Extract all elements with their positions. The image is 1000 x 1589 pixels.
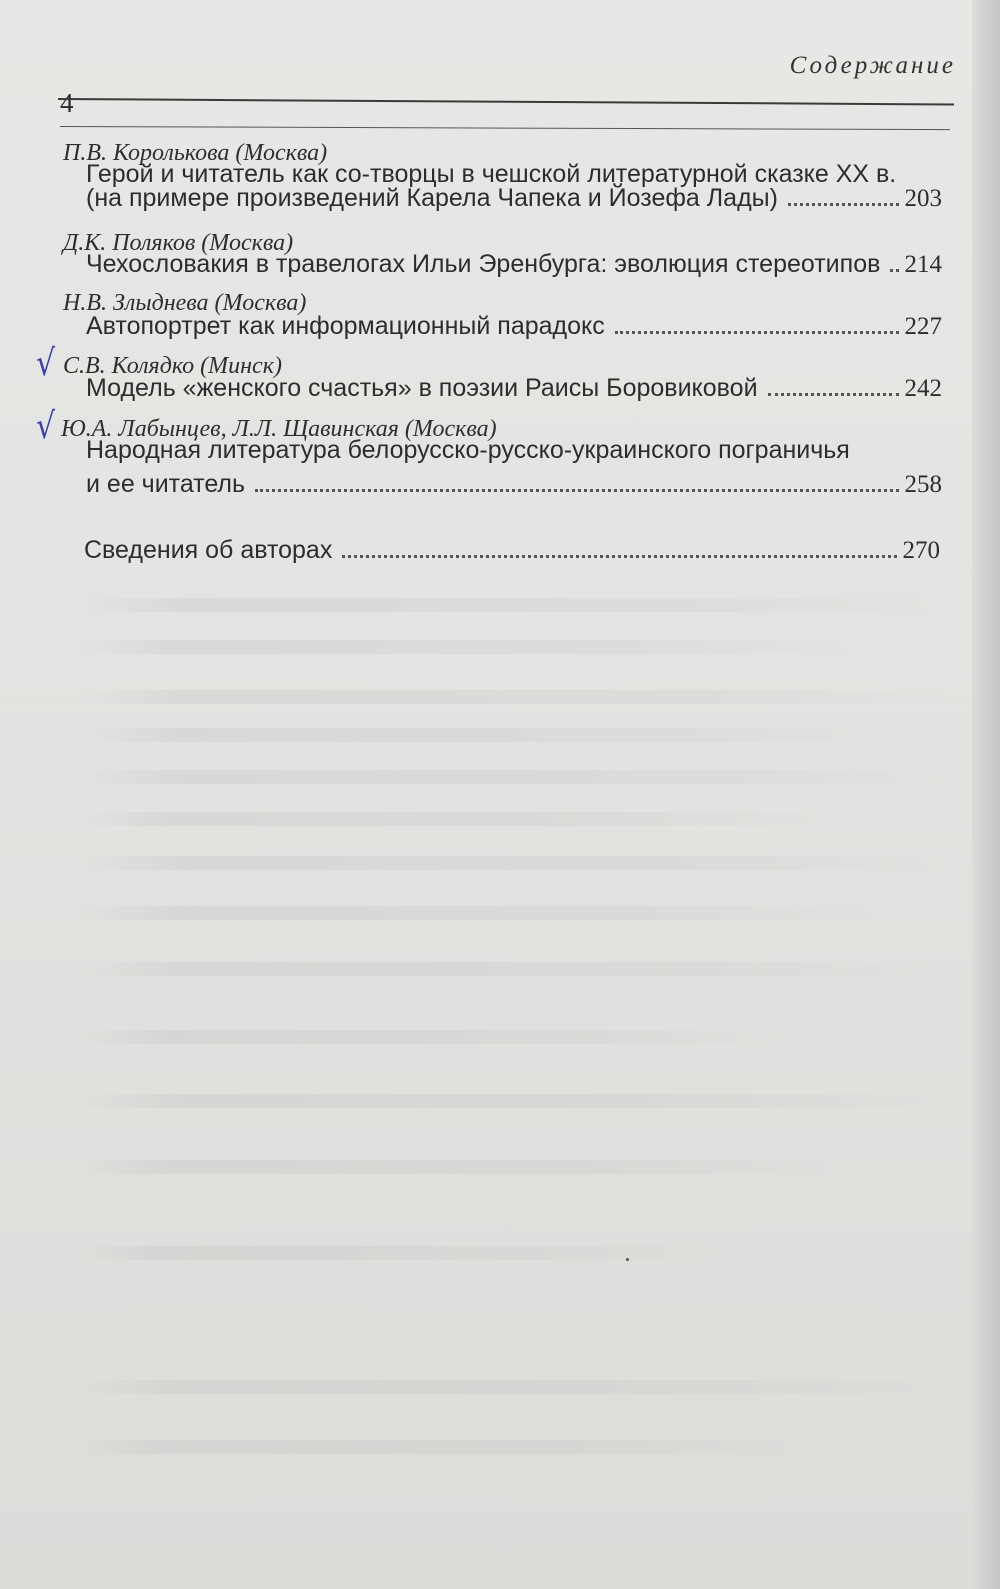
dot-leader xyxy=(615,331,899,334)
page-edge-shadow xyxy=(972,0,1000,1589)
toc-title-last-line: Автопортрет как информационный парадокс xyxy=(86,312,605,340)
toc-page-number: 258 xyxy=(904,471,942,498)
page-number: 4 xyxy=(60,88,74,118)
toc-title-line: Герой и читатель как со-творцы в чешской литературной сказке XX в. xyxy=(86,160,897,188)
toc-author: Н.В. Злыднева (Москва) xyxy=(63,290,307,316)
header-rule-lower xyxy=(60,126,950,130)
dot-leader xyxy=(342,555,896,558)
toc-page-number: 203 xyxy=(904,185,942,212)
bleed-through-line xyxy=(80,1160,840,1174)
bleed-through-line xyxy=(80,1440,800,1454)
toc-title-last-line: и ее читатель xyxy=(86,470,246,498)
toc-author: Д.К. Поляков (Москва) xyxy=(63,230,294,256)
dot-leader xyxy=(788,203,899,206)
bleed-through-line xyxy=(80,906,880,920)
toc-author: П.В. Королькова (Москва) xyxy=(63,140,328,166)
toc-page-number: 214 xyxy=(904,251,942,278)
bleed-through-line xyxy=(80,1380,950,1394)
toc-title-last-line: (на примере произведений Карела Чапека и Йозефа Лады) xyxy=(86,184,778,212)
bleed-through-line xyxy=(80,1094,950,1108)
toc-title-last-line: Чехословакия в травелогах Ильи Эренбурга: эволюция стереотипов xyxy=(86,250,881,278)
bleed-through-line xyxy=(80,728,900,742)
toc-title-line: Народная литература белорусско-русско-украинского пограничья xyxy=(86,436,850,464)
toc-entry[interactable] xyxy=(86,312,942,341)
bleed-through-line xyxy=(80,598,950,612)
toc-entry[interactable] xyxy=(86,184,942,213)
bleed-through-line xyxy=(80,812,840,826)
toc-entry[interactable] xyxy=(86,470,942,499)
toc-author: С.В. Колядко (Минск) xyxy=(63,353,282,379)
toc-title-last-line: Модель «женского счастья» в поэзии Раисы Боровиковой xyxy=(86,374,758,402)
pen-check-mark: √ xyxy=(36,342,56,385)
dot-leader xyxy=(890,269,898,272)
bleed-through-line xyxy=(80,1030,780,1044)
pen-check-mark: √ xyxy=(36,405,56,448)
stray-ink-dot xyxy=(626,1258,629,1261)
toc-entry[interactable] xyxy=(86,374,942,403)
toc-entry[interactable] xyxy=(86,250,942,279)
bleed-through-line xyxy=(80,690,950,704)
bleed-through-line xyxy=(80,1246,720,1260)
header-rule xyxy=(58,98,954,105)
bleed-through-line xyxy=(80,962,950,976)
bleed-through-line xyxy=(80,770,950,784)
bleed-through-line xyxy=(80,856,950,870)
toc-appendix-label: Сведения об авторах xyxy=(84,536,333,564)
toc-author: Ю.А. Лабынцев, Л.Л. Щавинская (Москва) xyxy=(61,416,497,442)
toc-page-number: 227 xyxy=(904,313,942,340)
toc-page-number: 242 xyxy=(904,375,942,402)
toc-page-number: 270 xyxy=(902,537,940,564)
running-head: Содержание xyxy=(789,52,956,79)
bleed-through-line xyxy=(80,640,860,654)
dot-leader xyxy=(768,393,899,396)
dot-leader xyxy=(255,489,898,492)
toc-entry-appendix[interactable] xyxy=(84,536,940,565)
